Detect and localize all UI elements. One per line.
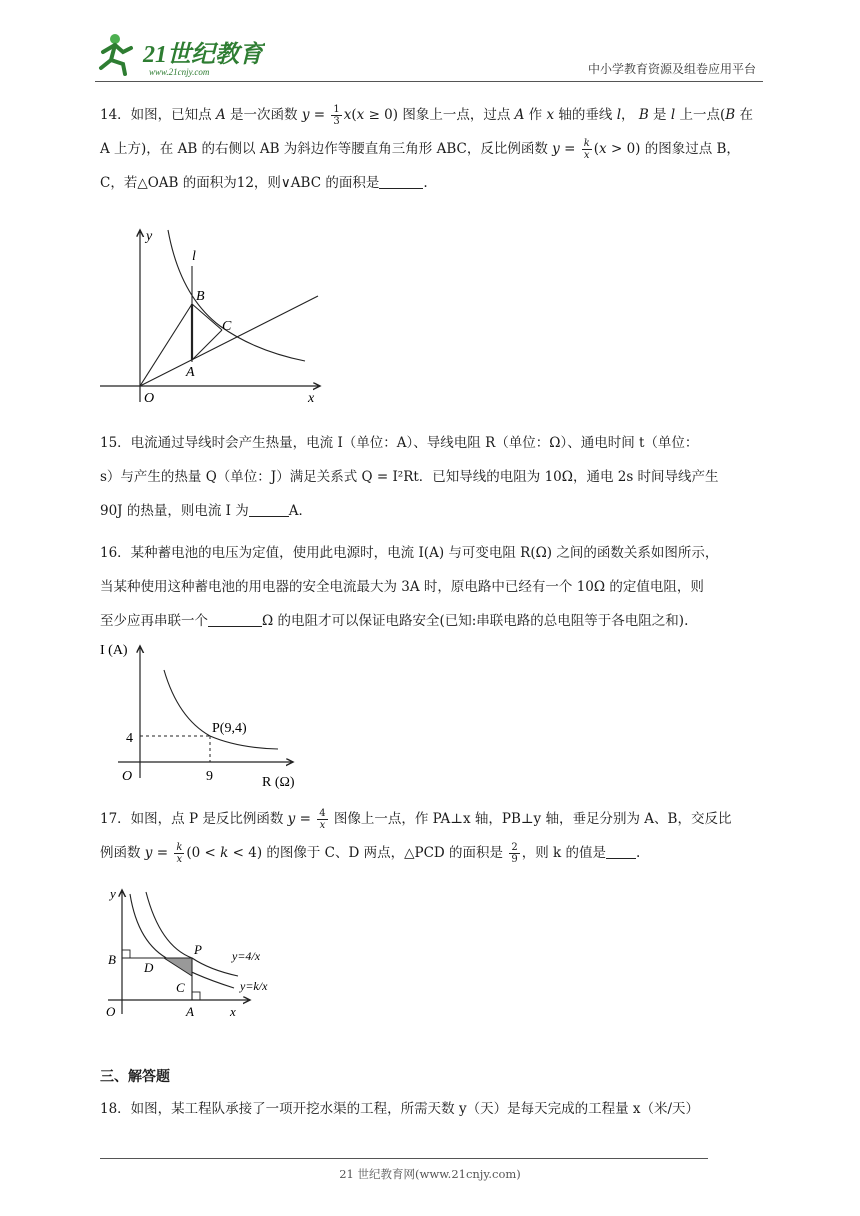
svg-text:P(9,4): P(9,4) bbox=[212, 721, 247, 736]
svg-text:y=k/x: y=k/x bbox=[240, 979, 268, 993]
svg-text:O: O bbox=[106, 1004, 116, 1019]
question-15: 15．电流通过导线时会产生热量，电流 I（单位：A）、导线电阻 R（单位：Ω）、通电时间 t（单位： s）与产生的热量 Q（单位：J）满足关系式 Q = I²Rt．已知导线的电阻为 10Ω，通电 2s 时间导线产生 90J 的热量，则电流 I 为 A． bbox=[100, 435, 719, 519]
svg-text:C: C bbox=[176, 980, 185, 995]
question-14: 14．如图，已知点 A 是一次函数 y = $\frac{1}{3}$ x(x ≥ 0) 图象上一点，过点 A 作 x 轴的垂线 l， B 是 l 上一点(B 在 A 上方)，在 AB 的右侧以 AB 为斜边作等腰直角三角形 ABC，反比例函数 y = $\frac{k}{x}$ (x > 0) 的图象过点 B， C，若△OAB 的面积为12，则∨ABC 的面积是 . bbox=[100, 104, 753, 191]
svg-text:A: A bbox=[186, 365, 195, 380]
svg-text:A: A bbox=[186, 1004, 194, 1019]
svg-text:R (Ω): R (Ω) bbox=[262, 775, 295, 790]
svg-text:y: y bbox=[146, 229, 153, 244]
figure-17 bbox=[100, 884, 290, 1028]
svg-text:B: B bbox=[108, 952, 116, 967]
section-heading: 三、解答题 bbox=[100, 1069, 170, 1085]
question-17: 17．如图，点 P 是反比例函数 y = $\frac{4}{x}$ 图像上一点，作 PA⊥x 轴，PB⊥y 轴，垂足分别为 A、B，交反比 例函数 y = $\frac{k}{x}$ (0 < k < 4) 的图像于 C、D 两点，△PCD 的面积是 $\frac{2}{9}$ ，则 k 的值是 . bbox=[100, 808, 732, 865]
svg-text:l: l bbox=[192, 249, 196, 264]
question-16: 16．某种蓄电池的电压为定值，使用此电源时，电流 I(A) 与可变电阻 R(Ω) 之间的函数关系如图所示， 当某种使用这种蓄电池的用电器的安全电流最大为 3A 时，原电路中已经有一个 10Ω 的定值电阻，则 至少应再串联一个 Ω 的电阻才可以保证电路安全(已知:串联电路的总电阻等于各电阻之和). bbox=[100, 545, 719, 629]
runner-icon bbox=[101, 34, 131, 74]
svg-text:B: B bbox=[196, 289, 205, 304]
svg-text:9: 9 bbox=[206, 769, 213, 784]
question-18: 18．如图，某工程队承接了一项开挖水渠的工程，所需天数 y（天）是每天完成的工程量 x（米/天） bbox=[100, 1101, 700, 1117]
svg-text:O: O bbox=[122, 769, 133, 784]
svg-text:D: D bbox=[144, 960, 154, 975]
svg-text:O: O bbox=[144, 391, 155, 406]
logo-text: 21世纪教育 bbox=[143, 42, 263, 68]
answer-blank-15 bbox=[249, 502, 289, 517]
footer-divider bbox=[100, 1158, 708, 1159]
answer-blank-16 bbox=[208, 612, 262, 627]
answer-blank-17 bbox=[606, 844, 636, 859]
answer-blank-14 bbox=[379, 174, 423, 189]
svg-text:C: C bbox=[222, 319, 232, 334]
svg-text:x: x bbox=[308, 391, 315, 406]
svg-text:x: x bbox=[230, 1004, 236, 1019]
svg-text:y: y bbox=[110, 886, 116, 901]
svg-text:P: P bbox=[194, 942, 202, 957]
logo-url: www.21cnjy.com bbox=[149, 67, 210, 77]
site-logo bbox=[95, 30, 265, 80]
svg-text:I (A): I (A) bbox=[100, 643, 128, 658]
header-right-text: 中小学教育资源及组卷应用平台 bbox=[587, 62, 756, 76]
header-divider bbox=[95, 81, 763, 82]
figure-16 bbox=[98, 638, 313, 802]
footer-text: 21 世纪教育网(www.21cnjy.com) bbox=[339, 1167, 521, 1181]
svg-text:y=4/x: y=4/x bbox=[232, 949, 261, 963]
figure-14 bbox=[100, 226, 325, 410]
svg-text:4: 4 bbox=[126, 731, 133, 746]
